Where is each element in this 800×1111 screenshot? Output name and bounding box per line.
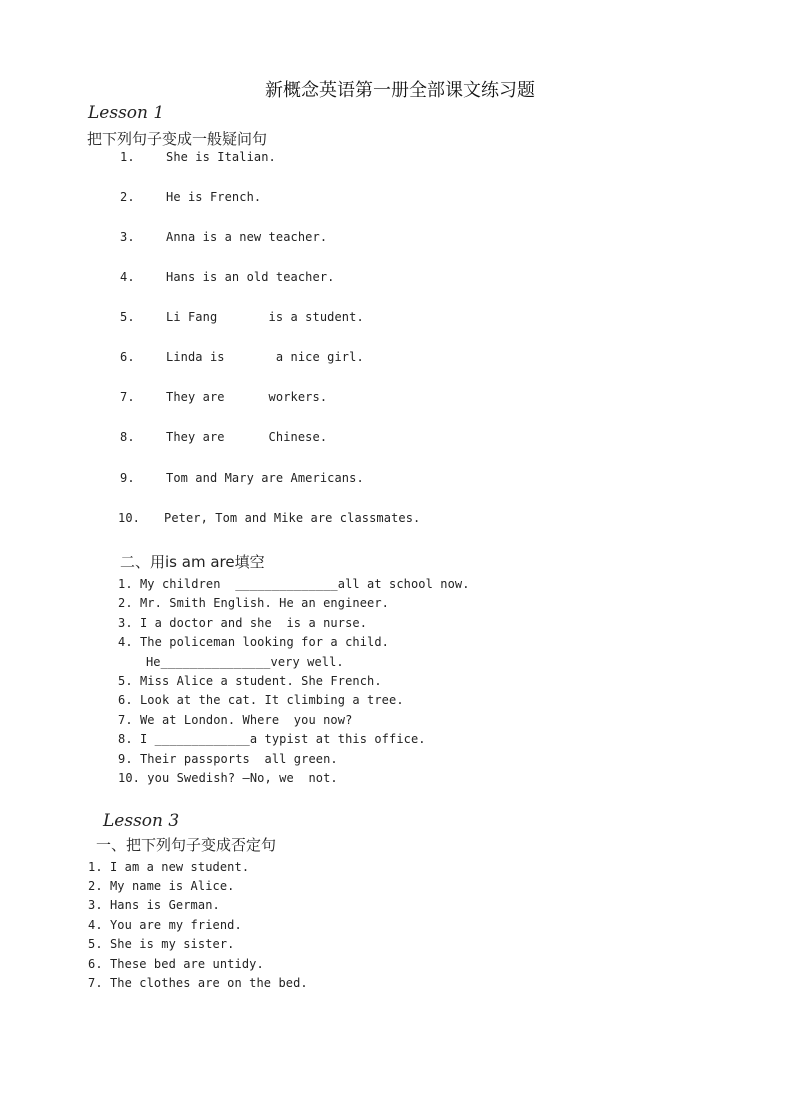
list-item: He_______________very well. xyxy=(124,655,344,669)
section-2-heading: 二、用is am are填空 xyxy=(120,553,265,571)
item-text: Li Fang is a student. xyxy=(166,310,364,324)
list-item xyxy=(120,430,327,444)
list-item: 1. I am a new student. xyxy=(88,860,250,874)
list-item: 4. You are my friend. xyxy=(88,918,242,932)
list-item: 10. you Swedish? —No, we not. xyxy=(118,771,338,785)
item-text: They are Chinese. xyxy=(166,430,328,444)
list-item: 2. My name is Alice. xyxy=(88,879,235,893)
list-item xyxy=(120,310,364,324)
list-item xyxy=(118,511,420,525)
list-item: 5. She is my sister. xyxy=(88,937,235,951)
item-text: Anna is a new teacher. xyxy=(166,230,328,244)
list-item: 3. I a doctor and she is a nurse. xyxy=(118,616,368,630)
item-text: Tom and Mary are Americans. xyxy=(166,471,364,485)
list-item: 8. I _____________a typist at this office. xyxy=(118,732,426,746)
list-item xyxy=(120,471,364,485)
list-item: 4. The policeman looking for a child. xyxy=(118,635,390,649)
item-text: Peter, Tom and Mike are classmates. xyxy=(164,511,421,525)
list-item xyxy=(120,230,327,244)
item-number: 4. xyxy=(120,270,135,284)
item-number: 6. xyxy=(120,350,135,364)
item-text: He is French. xyxy=(166,190,262,204)
item-text: Linda is a nice girl. xyxy=(166,350,364,364)
item-number: 1. xyxy=(120,150,135,164)
item-text: Hans is an old teacher. xyxy=(166,270,335,284)
list-item: 3. Hans is German. xyxy=(88,898,220,912)
list-item: 6. These bed are untidy. xyxy=(88,957,264,971)
list-item: 7. We at London. Where you now? xyxy=(118,713,353,727)
item-number: 3. xyxy=(120,230,135,244)
list-item xyxy=(120,390,327,404)
list-item xyxy=(120,190,261,204)
item-text: They are workers. xyxy=(166,390,328,404)
item-number: 5. xyxy=(120,310,135,324)
lesson-3-instruction: 一、把下列句子变成否定句 xyxy=(96,836,277,854)
list-item: 6. Look at the cat. It climbing a tree. xyxy=(118,693,404,707)
lesson-1-instruction: 把下列句子变成一般疑问句 xyxy=(87,130,268,148)
item-number: 9. xyxy=(120,471,135,485)
lesson-3-label: Lesson 3 xyxy=(103,811,180,831)
item-number: 7. xyxy=(120,390,135,404)
item-number: 2. xyxy=(120,190,135,204)
item-number: 8. xyxy=(120,430,135,444)
list-item: 2. Mr. Smith English. He an engineer. xyxy=(118,596,390,610)
lesson-1-label: Lesson 1 xyxy=(88,103,165,123)
list-item xyxy=(120,270,334,284)
list-item: 7. The clothes are on the bed. xyxy=(88,976,308,990)
list-item xyxy=(120,350,364,364)
list-item: 1. My children ______________all at school now. xyxy=(118,577,470,591)
page-title: 新概念英语第一册全部课文练习题 xyxy=(265,80,535,101)
list-item: 5. Miss Alice a student. She French. xyxy=(118,674,382,688)
list-item xyxy=(120,150,276,164)
item-number: 10. xyxy=(118,511,140,525)
list-item: 9. Their passports all green. xyxy=(118,752,338,766)
item-text: She is Italian. xyxy=(166,150,276,164)
